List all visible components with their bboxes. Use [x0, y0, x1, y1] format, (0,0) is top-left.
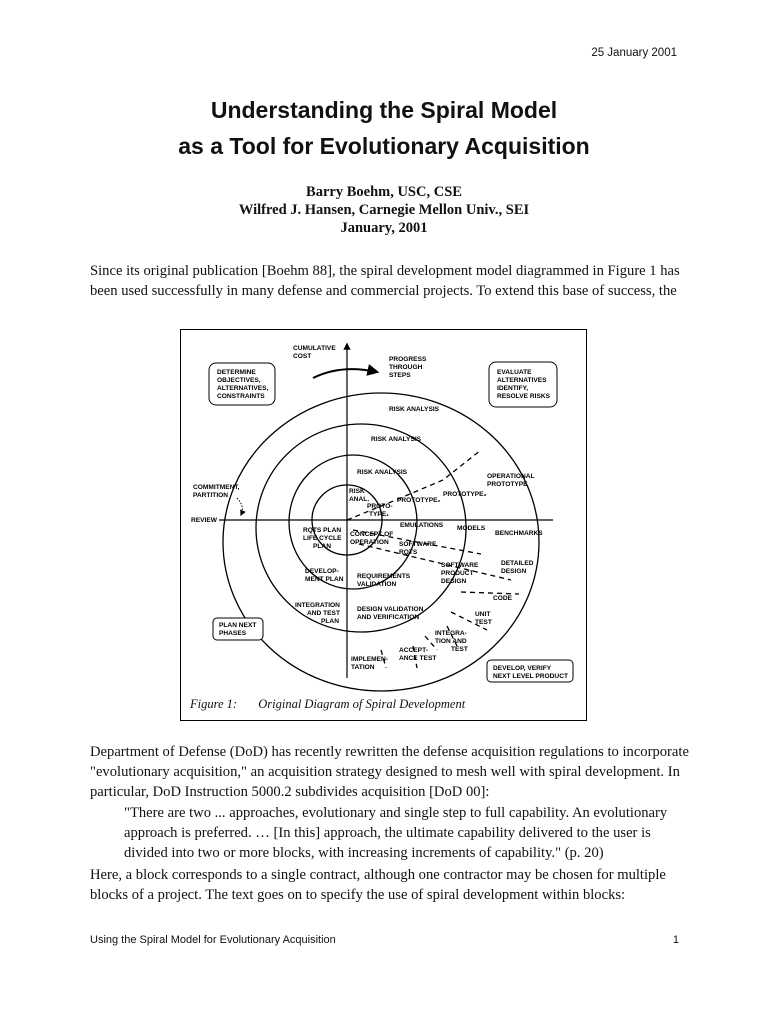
label-software-product: SOFTWARE — [441, 562, 479, 569]
label-rqts: RQTS — [399, 549, 418, 556]
label-phases: PHASES — [219, 630, 247, 637]
label-unit-test: TEST — [475, 619, 492, 626]
label-alternatives: ALTERNATIVES, — [217, 385, 269, 392]
label-operational: OPERATIONAL — [487, 473, 535, 480]
label-evaluate: EVALUATE — [497, 369, 532, 376]
label-design-validation: DESIGN VALIDATION — [357, 606, 424, 613]
label-next-level: NEXT LEVEL PRODUCT — [493, 673, 568, 680]
label-risk-analysis-inner: RISK ANALYSIS — [357, 469, 408, 476]
label-partition: PARTITION — [193, 492, 229, 499]
label-implemen: IMPLEMEN- — [351, 656, 388, 663]
label-anal: ANAL. — [349, 496, 370, 503]
label-prototype2: PROTOTYPE₂ — [397, 497, 441, 504]
label-constraints: CONSTRAINTS — [217, 393, 265, 400]
label-objectives: OBJECTIVES, — [217, 377, 261, 384]
label-accept: ACCEPT- — [399, 647, 428, 654]
label-review: REVIEW — [191, 517, 218, 524]
label-risk: RISK — [349, 488, 365, 495]
label-plan-next: PLAN NEXT — [219, 622, 257, 629]
document-date: 25 January 2001 — [591, 47, 677, 59]
paper-title — [0, 92, 768, 164]
block-quote: "There are two ... approaches, evolutionary and single step to full capability. An evolutionary approach is preferred. … [In this] approach, the ultimate capability delivered to the user is divided into two or more blocks, with increasing increments of capability." (p. 20) — [124, 805, 668, 861]
label-cost: COST — [293, 353, 312, 360]
label-through: THROUGH — [389, 364, 423, 371]
label-requirements: REQUIREMENTS — [357, 573, 411, 580]
label-design: DESIGN — [441, 578, 467, 585]
title-line-1: Understanding the Spiral Model — [210, 97, 558, 123]
label-concept: CONCEPT OF — [350, 531, 394, 538]
label-resolve-risks: RESOLVE RISKS — [497, 393, 551, 400]
footer-title: Using the Spiral Model for Evolutionary Acquisition — [90, 934, 336, 946]
paragraph-intro: Since its original publication [Boehm 88], the spiral development model diagrammed in Figure 1 has been used successfully in many defense and commercial projects. To extend this base of success, the — [90, 263, 680, 299]
label-software: SOFTWARE — [399, 541, 437, 548]
label-and-test: AND TEST — [307, 610, 340, 617]
label-integra: INTEGRA- — [435, 630, 467, 637]
label-eval-alternatives: ALTERNATIVES — [497, 377, 547, 384]
label-steps: STEPS — [389, 372, 411, 379]
label-develop-verify: DEVELOP, VERIFY — [493, 665, 552, 672]
label-cumulative: CUMULATIVE — [293, 345, 336, 352]
label-type1: TYPE₁ — [369, 511, 389, 518]
label-int-plan: PLAN — [321, 618, 339, 625]
author-block — [0, 183, 768, 237]
page-number: 1 — [672, 934, 679, 946]
label-rqts-plan: RQTS PLAN — [303, 527, 342, 534]
commitment-arrow — [237, 498, 242, 515]
label-models: MODELS — [457, 525, 486, 532]
label-plan: PLAN — [313, 543, 331, 550]
label-progress: PROGRESS — [389, 356, 427, 363]
label-tion-and: TION AND — [435, 638, 467, 645]
label-operational-prototype: PROTOTYPE — [487, 481, 528, 488]
label-prototype3: PROTOTYPE₃ — [443, 491, 487, 498]
progress-arrow — [313, 369, 377, 378]
label-validation: VALIDATION — [357, 581, 397, 588]
label-int-test: TEST — [451, 646, 468, 653]
author-line-1: Barry Boehm, USC, CSE — [306, 184, 462, 200]
label-detailed: DETAILED — [501, 560, 534, 567]
label-emulations: EMULATIONS — [400, 522, 444, 529]
figure-caption-text: Original Diagram of Spiral Development — [258, 697, 466, 711]
title-line-2: as a Tool for Evolutionary Acquisition — [178, 133, 590, 159]
label-and-verification: AND VERIFICATION — [357, 614, 420, 621]
label-integration: INTEGRATION — [295, 602, 340, 609]
label-commitment: COMMITMENT, — [193, 484, 240, 491]
label-operation: OPERATION — [350, 539, 389, 546]
figure-number: Figure 1: — [190, 697, 238, 711]
label-unit: UNIT — [475, 611, 491, 618]
label-risk-analysis-outer: RISK ANALYSIS — [389, 406, 440, 413]
label-identify: IDENTIFY, — [497, 385, 529, 392]
figure-caption — [190, 697, 465, 712]
paragraph-blocks: Here, a block corresponds to a single contract, although one contractor may be chosen for multiple blocks of a project. The text goes on to specify the use of spiral development within blocks: — [90, 867, 666, 903]
label-ance-test: ANCE TEST — [399, 655, 437, 662]
label-proto: PROTO- — [367, 503, 393, 510]
label-develop: DEVELOP- — [305, 568, 339, 575]
paragraph-dod: Department of Defense (DoD) has recently rewritten the defense acquisition regulations to incorporate "evolutionary acquisition," an acquisition strategy designed to mesh well with spiral development. In particular, DoD Instruction 5000.2 subdivides acquisition [DoD 00]: — [90, 744, 689, 800]
spiral-diagram — [181, 330, 588, 722]
label-code: CODE — [493, 595, 513, 602]
label-risk-analysis-mid: RISK ANALYSIS — [371, 436, 422, 443]
label-life-cycle: LIFE CYCLE — [303, 535, 342, 542]
label-tation: TATION — [351, 664, 375, 671]
spiral-model-figure — [180, 329, 587, 721]
label-detailed-design: DESIGN — [501, 568, 527, 575]
label-determine: DETERMINE — [217, 369, 256, 376]
author-date: January, 2001 — [340, 220, 428, 236]
author-line-2: Wilfred J. Hansen, Carnegie Mellon Univ., SEI — [238, 202, 530, 218]
label-product: PRODUCT — [441, 570, 474, 577]
label-ment-plan: MENT PLAN — [305, 576, 344, 583]
label-benchmarks: BENCHMARKS — [495, 530, 543, 537]
phase-line-3 — [461, 592, 519, 594]
